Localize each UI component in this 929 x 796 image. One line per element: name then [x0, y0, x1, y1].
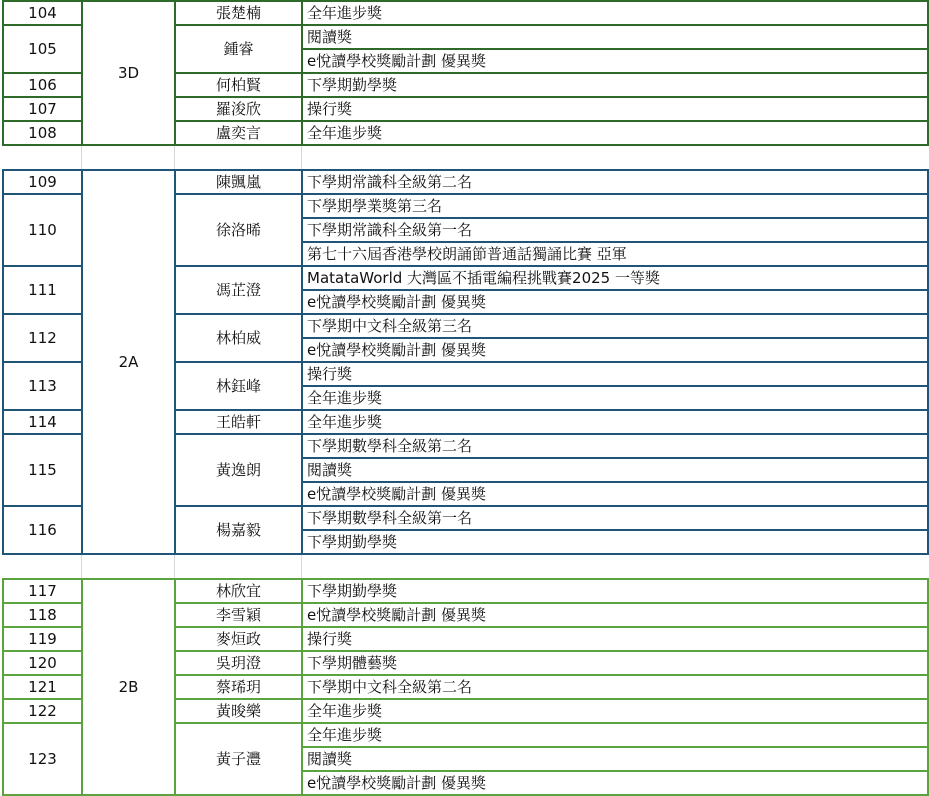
award-text: 全年進步獎 [302, 410, 928, 434]
award-text: 下學期學業獎第三名 [302, 194, 928, 218]
student-number: 118 [3, 603, 82, 627]
award-text: MatataWorld 大灣區不插電編程挑戰賽2025 一等獎 [302, 266, 928, 290]
student-number: 104 [3, 1, 82, 25]
award-text: 閱讀獎 [302, 458, 928, 482]
student-number: 111 [3, 266, 82, 314]
group-2b [0, 578, 929, 796]
student-number: 113 [3, 362, 82, 410]
student-number: 115 [3, 434, 82, 506]
student-name: 吳玥澄 [175, 651, 302, 675]
student-name: 張楚楠 [175, 1, 302, 25]
class-name: 3D [82, 1, 175, 145]
student-name: 陳颽嵐 [175, 170, 302, 194]
student-name: 林欣宜 [175, 579, 302, 603]
student-name: 鍾睿 [175, 25, 302, 73]
class-name: 2B [82, 579, 175, 795]
student-number: 117 [3, 579, 82, 603]
award-text: 下學期勤學獎 [302, 73, 928, 97]
student-number: 121 [3, 675, 82, 699]
student-number: 112 [3, 314, 82, 362]
award-text: e悅讀學校獎勵計劃 優異獎 [302, 771, 928, 795]
award-text: e悅讀學校獎勵計劃 優異獎 [302, 482, 928, 506]
student-name: 林柏威 [175, 314, 302, 362]
student-name: 盧奕言 [175, 121, 302, 145]
student-number: 110 [3, 194, 82, 266]
student-name: 王皓軒 [175, 410, 302, 434]
student-number: 116 [3, 506, 82, 554]
student-number: 120 [3, 651, 82, 675]
student-number: 119 [3, 627, 82, 651]
award-text: 操行獎 [302, 362, 928, 386]
award-text: 全年進步獎 [302, 699, 928, 723]
award-text: 下學期體藝獎 [302, 651, 928, 675]
award-text: 閱讀獎 [302, 25, 928, 49]
award-text: 全年進步獎 [302, 386, 928, 410]
award-text: 閱讀獎 [302, 747, 928, 771]
table-row [3, 1, 928, 25]
student-name: 馮芷澄 [175, 266, 302, 314]
student-number: 114 [3, 410, 82, 434]
class-name: 2A [82, 170, 175, 554]
group-3d [0, 0, 929, 146]
student-number: 107 [3, 97, 82, 121]
award-text: 第七十六屆香港學校朗誦節普通話獨誦比賽 亞軍 [302, 242, 928, 266]
student-number: 105 [3, 25, 82, 73]
award-text: e悅讀學校獎勵計劃 優異獎 [302, 49, 928, 73]
award-text: 下學期數學科全級第一名 [302, 506, 928, 530]
table-row [3, 579, 928, 603]
group-table [2, 578, 929, 796]
student-name: 黃子灃 [175, 723, 302, 795]
student-number: 122 [3, 699, 82, 723]
award-text: 全年進步獎 [302, 121, 928, 145]
award-text: 下學期數學科全級第二名 [302, 434, 928, 458]
award-text: 操行獎 [302, 97, 928, 121]
student-name: 李雪穎 [175, 603, 302, 627]
award-text: 全年進步獎 [302, 1, 928, 25]
award-text: e悅讀學校獎勵計劃 優異獎 [302, 603, 928, 627]
student-name: 何柏賢 [175, 73, 302, 97]
group-spacer [0, 146, 929, 169]
student-number: 106 [3, 73, 82, 97]
table-row [3, 170, 928, 194]
group-table [2, 169, 929, 555]
award-text: 下學期勤學獎 [302, 530, 928, 554]
student-name: 黃晙樂 [175, 699, 302, 723]
award-text: e悅讀學校獎勵計劃 優異獎 [302, 338, 928, 362]
student-number: 123 [3, 723, 82, 795]
award-text: 操行獎 [302, 627, 928, 651]
student-name: 黃逸朗 [175, 434, 302, 506]
award-text: 下學期勤學獎 [302, 579, 928, 603]
student-name: 蔡琋玥 [175, 675, 302, 699]
student-number: 109 [3, 170, 82, 194]
student-name: 徐洛晞 [175, 194, 302, 266]
award-text: 全年進步獎 [302, 723, 928, 747]
group-spacer [0, 555, 929, 578]
group-2a [0, 169, 929, 555]
group-table [2, 0, 929, 146]
award-text: 下學期常識科全級第二名 [302, 170, 928, 194]
award-text: 下學期中文科全級第二名 [302, 675, 928, 699]
student-name: 羅浚欣 [175, 97, 302, 121]
award-text: 下學期常識科全級第一名 [302, 218, 928, 242]
student-name: 麥烜政 [175, 627, 302, 651]
student-number: 108 [3, 121, 82, 145]
award-text: e悅讀學校獎勵計劃 優異獎 [302, 290, 928, 314]
award-text: 下學期中文科全級第三名 [302, 314, 928, 338]
student-name: 林鈺峰 [175, 362, 302, 410]
student-name: 楊嘉毅 [175, 506, 302, 554]
